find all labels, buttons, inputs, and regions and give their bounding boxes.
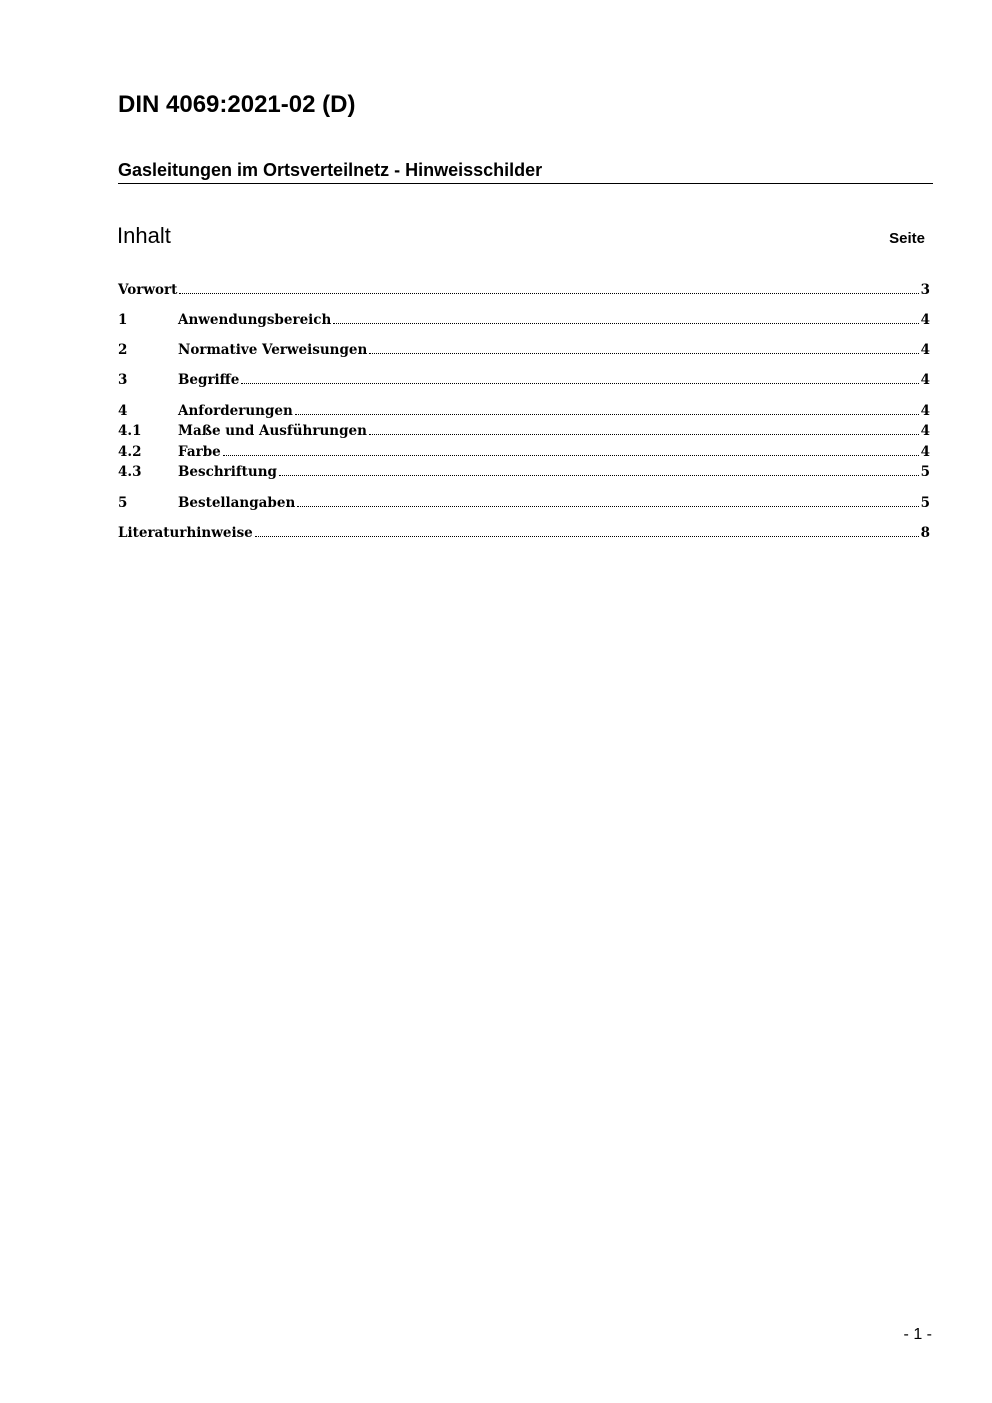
toc-entry-number: 4.1: [118, 423, 142, 439]
toc-entry-title: Beschriftung: [178, 464, 277, 480]
contents-heading: Inhalt: [117, 223, 171, 248]
toc-entry-number: 2: [118, 342, 128, 358]
toc-dot-leader: [255, 523, 919, 537]
toc-entry-4-1[interactable]: [118, 421, 930, 441]
toc-entry-title: Farbe: [178, 444, 221, 460]
toc-dot-leader: [297, 493, 918, 507]
toc-dot-leader: [295, 401, 919, 415]
toc-entry-number: 4.2: [118, 444, 142, 460]
toc-dot-leader: [241, 370, 918, 384]
toc-dot-leader: [333, 310, 918, 324]
toc-entry-literaturhinweise[interactable]: [118, 523, 930, 543]
page-column-label: Seite: [889, 230, 925, 247]
toc-dot-leader: [369, 340, 918, 354]
toc-entry-page: 4: [920, 342, 930, 358]
toc-entry-title: Normative Verweisungen: [178, 342, 368, 358]
toc-entry-page: 5: [920, 495, 930, 511]
document-title: Gasleitungen im Ortsverteilnetz - Hinweisschilder: [118, 158, 933, 184]
toc-entry-title: Anwendungsbereich: [178, 312, 332, 328]
toc-entry-1[interactable]: [118, 310, 930, 330]
toc-entry-page: 3: [920, 282, 930, 298]
toc-entry-page: 5: [920, 464, 930, 480]
toc-dot-leader: [279, 462, 919, 476]
toc-entry-number: 5: [118, 495, 128, 511]
toc-entry-title: Bestellangaben: [178, 495, 296, 511]
toc-entry-5[interactable]: [118, 493, 930, 513]
toc-entry-3[interactable]: [118, 370, 930, 390]
toc-entry-title: Maße und Ausführungen: [178, 423, 367, 439]
toc-dot-leader: [223, 442, 919, 456]
toc-entry-number: 3: [118, 372, 128, 388]
toc-entry-vorwort[interactable]: [118, 280, 930, 300]
toc-entry-number: 1: [118, 312, 128, 328]
toc-entry-title: Begriffe: [178, 372, 240, 388]
page-number: - 1 -: [903, 1326, 932, 1343]
toc-entry-page: 4: [920, 403, 930, 419]
toc-entry-4-2[interactable]: [118, 442, 930, 462]
toc-entry-page: 8: [920, 525, 930, 541]
toc-entry-number: 4: [118, 403, 128, 419]
toc-entry-title: Literaturhinweise: [118, 525, 253, 541]
toc-entry-page: 4: [920, 312, 930, 328]
toc-entry-page: 4: [920, 423, 930, 439]
toc-dot-leader: [179, 280, 918, 294]
document-id: DIN 4069:2021-02 (D): [118, 91, 356, 118]
toc-entry-title: Anforderungen: [178, 403, 293, 419]
toc-entry-page: 4: [920, 444, 930, 460]
toc-entry-page: 4: [920, 372, 930, 388]
toc-entry-number: 4.3: [118, 464, 142, 480]
toc-dot-leader: [369, 421, 919, 435]
toc-entry-4[interactable]: [118, 401, 930, 421]
toc-entry-2[interactable]: [118, 340, 930, 360]
toc-entry-4-3[interactable]: [118, 462, 930, 482]
toc-entry-title: Vorwort: [118, 282, 178, 298]
